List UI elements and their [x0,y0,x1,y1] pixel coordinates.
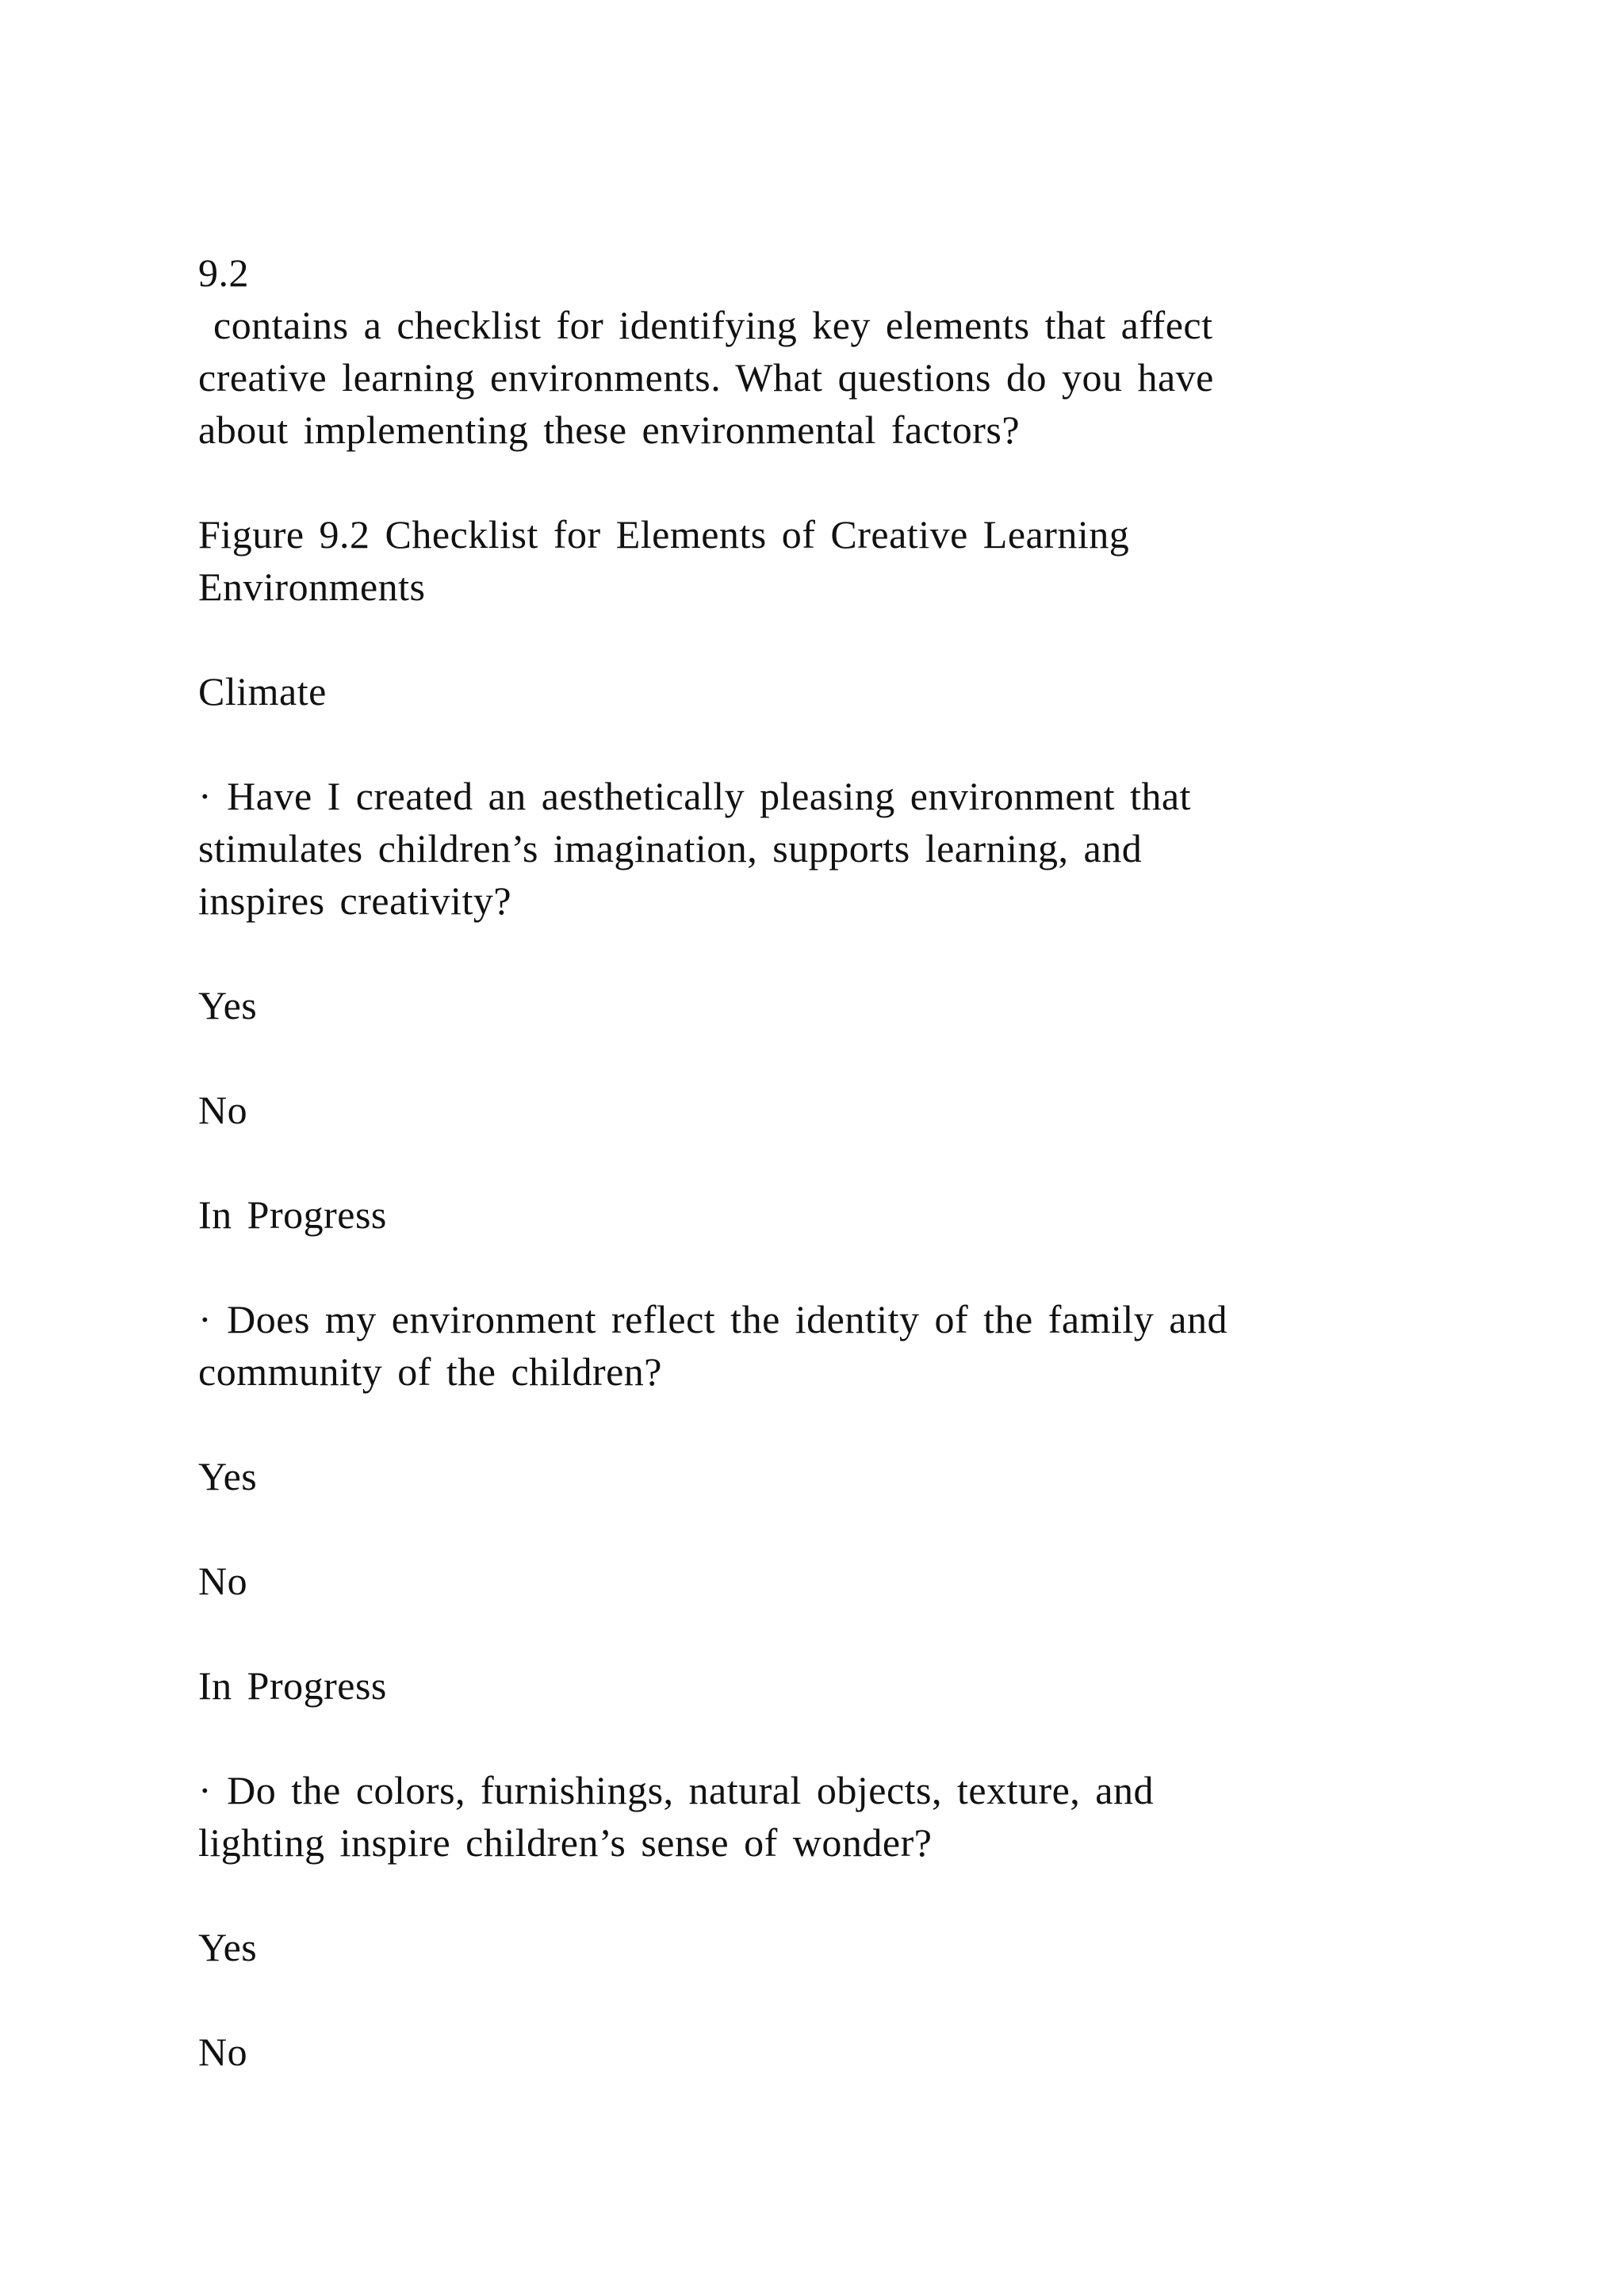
question-2-option-in-progress: In Progress [198,1663,387,1708]
question-1-option-yes: Yes [198,983,258,1027]
section-number: 9.2 [198,251,249,295]
intro-line-3: about implementing these environmental factors? [198,408,1021,452]
figure-caption-line-1: Figure 9.2 Checklist for Elements of Creative Learning [198,512,1130,557]
intro-line-2: creative learning environments. What questions do you have [198,355,1214,400]
question-1-option-in-progress: In Progress [198,1192,387,1237]
question-2-option-no: No [198,1559,248,1603]
question-1-line-1: · Have I created an aesthetically pleasing environment that [198,774,1191,818]
question-3-line-2: lighting inspire children’s sense of wonder? [198,1820,933,1865]
figure-caption-line-2: Environments [198,564,426,609]
question-3-line-1: · Do the colors, furnishings, natural objects, texture, and [198,1768,1154,1812]
category-heading: Climate [198,669,327,714]
intro-line-1: contains a checklist for identifying key elements that affect [198,303,1213,347]
question-2-line-2: community of the children? [198,1349,663,1394]
question-3-option-no: No [198,2030,248,2074]
question-3-option-yes: Yes [198,1925,258,1969]
question-2-option-yes: Yes [198,1454,258,1498]
question-1-line-2: stimulates children’s imagination, supports learning, and [198,826,1143,871]
question-1-line-3: inspires creativity? [198,878,512,923]
question-2-line-1: · Does my environment reflect the identity of the family and [198,1297,1228,1341]
question-1-option-no: No [198,1088,248,1132]
